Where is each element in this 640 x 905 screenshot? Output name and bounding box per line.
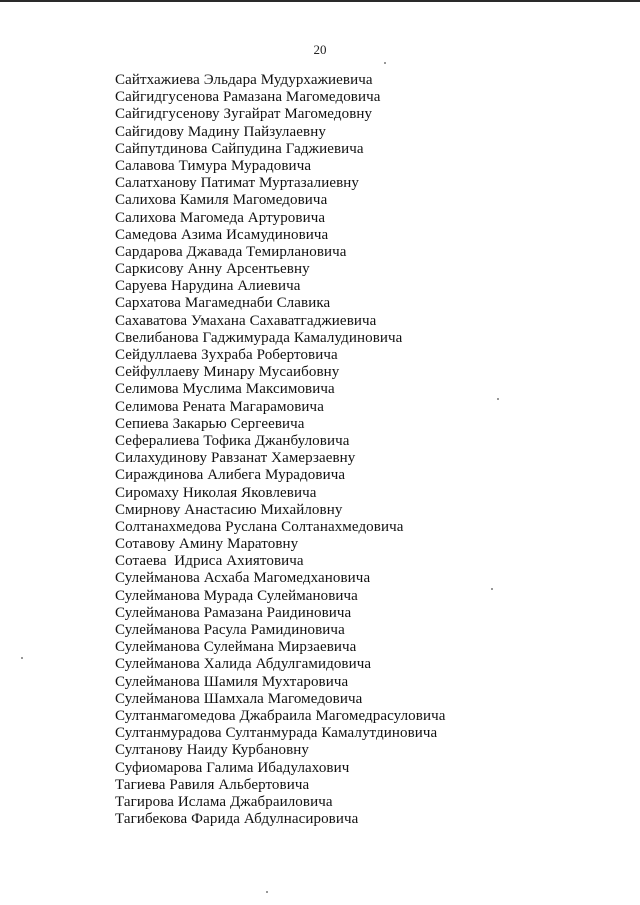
name-entry: Сулейманова Рамазана Раидиновича bbox=[115, 604, 352, 621]
scan-speck bbox=[491, 588, 493, 590]
name-entry: Сулейманова Расула Рамидиновича bbox=[115, 622, 345, 638]
name-entry: Султанову Наиду Курбановну bbox=[115, 742, 310, 759]
scan-speck bbox=[266, 891, 268, 893]
name-entry: Саруева Нарудина Алиевича bbox=[115, 278, 301, 295]
name-entry: Тагирова Ислама Джабраиловича bbox=[115, 793, 333, 810]
name-entry: Сейдуллаева Зухраба Робертовича bbox=[115, 347, 338, 363]
name-entry: Сефералиева Тофика Джанбуловича bbox=[115, 432, 350, 449]
name-entry: Смирнову Анастасию Михайловну bbox=[115, 501, 343, 518]
name-entry: Селимова Муслима Максимовича bbox=[115, 381, 335, 398]
name-entry: Сулейманова Шамхала Магомедовича bbox=[115, 690, 363, 707]
name-entry: Саркисову Анну Арсентьевну bbox=[115, 261, 310, 278]
name-entry: Сулейманова Сулеймана Мирзаевича bbox=[115, 639, 357, 656]
name-entry: Суфиомарова Галима Ибадулахович bbox=[115, 759, 350, 776]
name-entry: Сайпутдинова Сайпудина Гаджиевича bbox=[115, 140, 364, 157]
name-entry: Силахудинову Равзанат Хамерзаевну bbox=[115, 450, 356, 467]
name-entry: Сархатова Магамеднаби Славика bbox=[115, 295, 331, 312]
scan-speck bbox=[384, 62, 386, 64]
page-number: 20 bbox=[313, 42, 327, 57]
name-entry: Салатханову Патимат Муртазалиевну bbox=[115, 175, 360, 192]
name-entry: Солтанахмедова Руслана Солтанахмедовича bbox=[115, 518, 404, 535]
name-entry: Сардарова Джавада Темирлановича bbox=[115, 243, 347, 260]
name-entry: Сахаватова Умахана Сахаватгаджиевича bbox=[115, 312, 377, 329]
name-entry: Тагиева Равиля Альбертовича bbox=[115, 776, 310, 793]
name-entry: Сейфуллаеву Минару Мусаибовну bbox=[115, 364, 340, 381]
name-entry: Свелибанова Гаджимурада Камалудиновича bbox=[115, 329, 403, 346]
names-list bbox=[115, 72, 446, 828]
name-entry: Султанмурадова Султанмурада Камалутдиновича bbox=[115, 725, 438, 742]
name-entry: Сайтхажиева Эльдара Мудурхажиевича bbox=[115, 72, 373, 88]
name-entry: Сулейманова Шамиля Мухтаровича bbox=[115, 673, 349, 690]
name-entry: Сайгидгусенова Рамазана Магомедовича bbox=[115, 89, 381, 106]
name-entry: Тагибекова Фарида Абдулнасировича bbox=[115, 811, 359, 828]
name-entry: Салавова Тимура Мурадовича bbox=[115, 157, 312, 174]
name-entry: Сиромаху Николая Яковлевича bbox=[115, 484, 317, 501]
name-entry: Сулейманова Асхаба Магомедхановича bbox=[115, 570, 371, 587]
scan-speck bbox=[497, 398, 499, 400]
name-entry: Селимова Рената Магарамовича bbox=[115, 398, 324, 415]
name-entry: Сулейманова Мурада Сулеймановича bbox=[115, 587, 358, 604]
name-entry: Сайгидгусенову Зугайрат Магомедовну bbox=[115, 106, 373, 123]
name-entry: Сепиева Закарью Сергеевича bbox=[115, 415, 305, 432]
name-entry: Султанмагомедова Джабраила Магомедрасуловича bbox=[115, 707, 446, 724]
name-entry: Самедова Азима Исамудиновича bbox=[115, 226, 329, 243]
name-entry: Сираждинова Алибега Мурадовича bbox=[115, 467, 346, 484]
name-entry: Сайгидову Мадину Пайзулаевну bbox=[115, 123, 326, 140]
name-entry: Салихова Камиля Магомедовича bbox=[115, 192, 328, 209]
scan-top-edge bbox=[0, 0, 640, 2]
name-entry: Сулейманова Халида Абдулгамидовича bbox=[115, 656, 372, 673]
name-entry: Сотаева Идриса Ахиятовича bbox=[115, 553, 304, 570]
scan-speck bbox=[21, 657, 23, 659]
name-entry: Сотавову Амину Маратовну bbox=[115, 536, 299, 553]
name-entry: Салихова Магомеда Артуровича bbox=[115, 209, 326, 226]
